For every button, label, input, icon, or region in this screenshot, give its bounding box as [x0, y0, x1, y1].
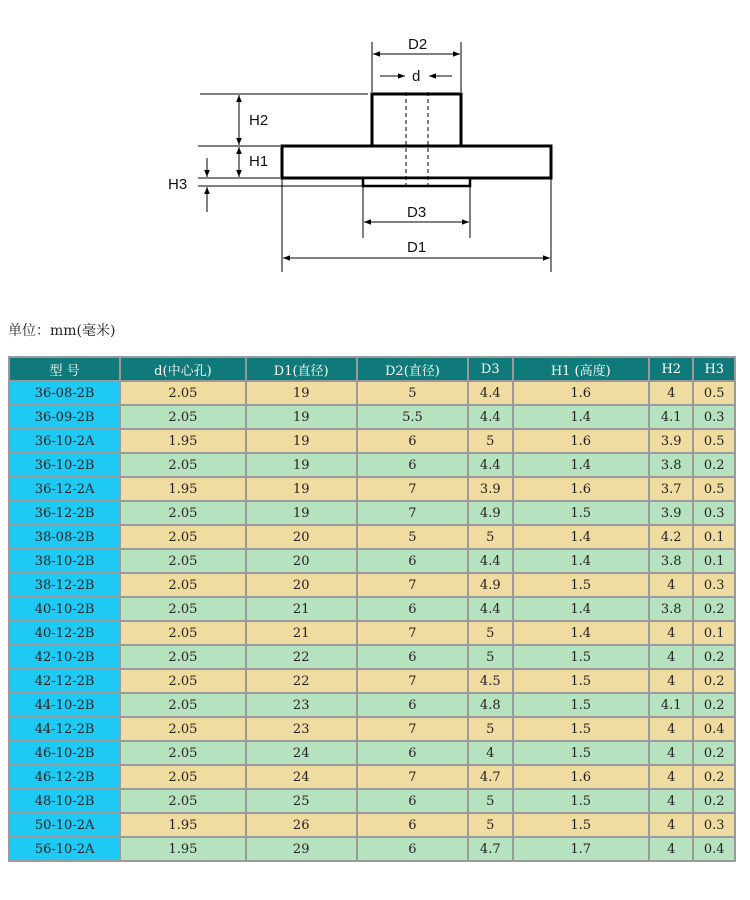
cell-d2: 6: [358, 430, 467, 452]
table-header-row: [10, 358, 734, 380]
cell-h2: 4: [650, 718, 692, 740]
cell-d1: 20: [247, 526, 356, 548]
cell-d1: 20: [247, 574, 356, 596]
cell-h2: 4: [650, 790, 692, 812]
cell-d1: 22: [247, 670, 356, 692]
cell-h3: 0.2: [694, 598, 734, 620]
cell-d1: 19: [247, 430, 356, 452]
cell-d2: 7: [358, 622, 467, 644]
table-row: [10, 646, 734, 668]
cell-model: 42-10-2B: [10, 646, 119, 668]
cell-center-hole: 2.05: [121, 622, 244, 644]
cell-d2: 6: [358, 646, 467, 668]
cell-d1: 19: [247, 406, 356, 428]
cell-d2: 6: [358, 550, 467, 572]
cell-model: 38-12-2B: [10, 574, 119, 596]
cell-d1: 23: [247, 694, 356, 716]
cell-d3: 4.4: [469, 550, 511, 572]
cell-h1: 1.6: [514, 478, 649, 500]
table-row: [10, 478, 734, 500]
cell-model: 36-08-2B: [10, 382, 119, 404]
table-row: [10, 742, 734, 764]
cell-h1: 1.5: [514, 670, 649, 692]
cell-h3: 0.4: [694, 838, 734, 860]
cell-h1: 1.5: [514, 814, 649, 836]
cell-d3: 5: [469, 814, 511, 836]
cell-center-hole: 2.05: [121, 670, 244, 692]
table-row: [10, 550, 734, 572]
label-h2: H2: [249, 112, 269, 129]
cell-h1: 1.5: [514, 742, 649, 764]
header-d3: D3: [469, 358, 511, 380]
cell-h3: 0.2: [694, 790, 734, 812]
header-d1: D1(直径): [247, 358, 356, 380]
cell-d1: 21: [247, 622, 356, 644]
cell-h1: 1.5: [514, 502, 649, 524]
part-boss: [372, 94, 461, 146]
cell-d3: 4.4: [469, 406, 511, 428]
header-h3: H3: [694, 358, 734, 380]
cell-h2: 4: [650, 646, 692, 668]
cell-center-hole: 2.05: [121, 574, 244, 596]
dimension-diagram: [0, 0, 750, 300]
cell-h2: 3.8: [650, 598, 692, 620]
table-row: [10, 694, 734, 716]
cell-model: 40-10-2B: [10, 598, 119, 620]
table-row: [10, 766, 734, 788]
cell-model: 36-09-2B: [10, 406, 119, 428]
table-row: [10, 382, 734, 404]
cell-h1: 1.7: [514, 838, 649, 860]
cell-h2: 4: [650, 382, 692, 404]
cell-model: 36-12-2B: [10, 502, 119, 524]
label-h1: H1: [249, 153, 269, 170]
label-d2: D2: [408, 36, 428, 53]
cell-d2: 7: [358, 574, 467, 596]
cell-h3: 0.3: [694, 502, 734, 524]
table-row: [10, 430, 734, 452]
cell-d2: 7: [358, 718, 467, 740]
cell-d2: 6: [358, 694, 467, 716]
cell-center-hole: 2.05: [121, 694, 244, 716]
cell-d1: 19: [247, 502, 356, 524]
cell-d2: 7: [358, 670, 467, 692]
spec-table: [8, 356, 736, 862]
cell-d3: 4.9: [469, 574, 511, 596]
cell-d1: 19: [247, 478, 356, 500]
cell-center-hole: 1.95: [121, 478, 244, 500]
cell-model: 44-12-2B: [10, 718, 119, 740]
cell-h3: 0.4: [694, 718, 734, 740]
cell-center-hole: 1.95: [121, 838, 244, 860]
table-row: [10, 574, 734, 596]
cell-d3: 4.5: [469, 670, 511, 692]
header-d2: D2(直径): [358, 358, 467, 380]
cell-h1: 1.5: [514, 694, 649, 716]
cell-h2: 4.1: [650, 406, 692, 428]
cell-d2: 7: [358, 766, 467, 788]
table-row: [10, 406, 734, 428]
cell-h2: 3.9: [650, 502, 692, 524]
cell-h3: 0.5: [694, 430, 734, 452]
cell-h1: 1.4: [514, 550, 649, 572]
cell-d3: 4.7: [469, 766, 511, 788]
table-row: [10, 454, 734, 476]
cell-d1: 20: [247, 550, 356, 572]
cell-h2: 3.8: [650, 550, 692, 572]
cell-model: 46-12-2B: [10, 766, 119, 788]
cell-h1: 1.5: [514, 718, 649, 740]
cell-d2: 5: [358, 526, 467, 548]
cell-h3: 0.5: [694, 382, 734, 404]
cell-h1: 1.4: [514, 526, 649, 548]
cell-h1: 1.6: [514, 382, 649, 404]
cell-d2: 6: [358, 790, 467, 812]
cell-d3: 4.8: [469, 694, 511, 716]
cell-center-hole: 2.05: [121, 454, 244, 476]
cell-h3: 0.2: [694, 742, 734, 764]
cell-d3: 5: [469, 430, 511, 452]
cell-d1: 26: [247, 814, 356, 836]
label-h3: H3: [168, 176, 188, 193]
cell-h2: 4.1: [650, 694, 692, 716]
cell-center-hole: 2.05: [121, 718, 244, 740]
cell-h2: 4: [650, 670, 692, 692]
cell-d1: 24: [247, 742, 356, 764]
cell-h2: 4: [650, 742, 692, 764]
part-flange: [282, 146, 551, 178]
cell-center-hole: 2.05: [121, 766, 244, 788]
cell-center-hole: 2.05: [121, 406, 244, 428]
table-row: [10, 598, 734, 620]
cell-model: 44-10-2B: [10, 694, 119, 716]
cell-model: 56-10-2A: [10, 838, 119, 860]
cell-h3: 0.3: [694, 406, 734, 428]
cell-h1: 1.5: [514, 574, 649, 596]
cell-h1: 1.6: [514, 766, 649, 788]
cell-d2: 6: [358, 838, 467, 860]
cell-d1: 29: [247, 838, 356, 860]
cell-h2: 3.9: [650, 430, 692, 452]
table-row: [10, 838, 734, 860]
cell-model: 38-10-2B: [10, 550, 119, 572]
cell-h2: 4: [650, 574, 692, 596]
cell-center-hole: 2.05: [121, 550, 244, 572]
cell-model: 50-10-2A: [10, 814, 119, 836]
cell-h3: 0.1: [694, 550, 734, 572]
cell-h2: 4: [650, 814, 692, 836]
table-row: [10, 622, 734, 644]
header-center-hole: d(中心孔): [121, 358, 244, 380]
cell-h3: 0.2: [694, 694, 734, 716]
cell-d3: 5: [469, 646, 511, 668]
cell-h1: 1.5: [514, 646, 649, 668]
cell-h3: 0.1: [694, 526, 734, 548]
cell-center-hole: 2.05: [121, 382, 244, 404]
label-d3: D3: [407, 204, 427, 221]
cell-d3: 5: [469, 526, 511, 548]
cell-center-hole: 2.05: [121, 742, 244, 764]
header-h2: H2: [650, 358, 692, 380]
cell-center-hole: 1.95: [121, 430, 244, 452]
cell-d3: 4.4: [469, 454, 511, 476]
header-model: 型 号: [10, 358, 119, 380]
cell-d1: 25: [247, 790, 356, 812]
cell-model: 46-10-2B: [10, 742, 119, 764]
cell-d1: 22: [247, 646, 356, 668]
table-row: [10, 526, 734, 548]
table-row: [10, 670, 734, 692]
part-base-step: [363, 178, 470, 186]
cell-model: 40-12-2B: [10, 622, 119, 644]
cell-d3: 5: [469, 790, 511, 812]
cell-d1: 23: [247, 718, 356, 740]
cell-h3: 0.5: [694, 478, 734, 500]
cell-d1: 19: [247, 454, 356, 476]
cell-h3: 0.2: [694, 454, 734, 476]
cell-d2: 5: [358, 382, 467, 404]
cell-center-hole: 1.95: [121, 814, 244, 836]
cell-h2: 4.2: [650, 526, 692, 548]
cell-d2: 6: [358, 742, 467, 764]
cell-h2: 3.8: [650, 454, 692, 476]
cell-d1: 21: [247, 598, 356, 620]
cell-model: 38-08-2B: [10, 526, 119, 548]
cell-d3: 4.4: [469, 382, 511, 404]
cell-h3: 0.1: [694, 622, 734, 644]
cell-h3: 0.2: [694, 766, 734, 788]
cell-h2: 3.7: [650, 478, 692, 500]
cell-h1: 1.4: [514, 406, 649, 428]
cell-center-hole: 2.05: [121, 790, 244, 812]
cell-h3: 0.3: [694, 814, 734, 836]
cell-h1: 1.4: [514, 622, 649, 644]
cell-h1: 1.4: [514, 598, 649, 620]
table-row: [10, 790, 734, 812]
cell-h3: 0.3: [694, 574, 734, 596]
cell-d3: 4.4: [469, 598, 511, 620]
cell-d2: 6: [358, 814, 467, 836]
cell-d2: 7: [358, 502, 467, 524]
cell-h2: 4: [650, 622, 692, 644]
cell-d2: 6: [358, 454, 467, 476]
cell-d2: 5.5: [358, 406, 467, 428]
cell-model: 36-12-2A: [10, 478, 119, 500]
label-d1: D1: [407, 239, 427, 256]
unit-note: 单位：mm(毫米): [8, 323, 116, 339]
cell-d1: 19: [247, 382, 356, 404]
cell-d3: 4.7: [469, 838, 511, 860]
cell-d3: 3.9: [469, 478, 511, 500]
cell-center-hole: 2.05: [121, 646, 244, 668]
cell-d1: 24: [247, 766, 356, 788]
table-body: [10, 382, 734, 860]
table-row: [10, 814, 734, 836]
table-row: [10, 718, 734, 740]
cell-h2: 4: [650, 766, 692, 788]
cell-h3: 0.2: [694, 670, 734, 692]
cell-d3: 5: [469, 622, 511, 644]
cell-model: 36-10-2B: [10, 454, 119, 476]
table-row: [10, 502, 734, 524]
cell-model: 36-10-2A: [10, 430, 119, 452]
cell-h1: 1.6: [514, 430, 649, 452]
cell-h3: 0.2: [694, 646, 734, 668]
cell-h1: 1.4: [514, 454, 649, 476]
cell-center-hole: 2.05: [121, 502, 244, 524]
cell-center-hole: 2.05: [121, 526, 244, 548]
header-h1: H1 (高度): [514, 358, 649, 380]
cell-d3: 5: [469, 718, 511, 740]
cell-model: 48-10-2B: [10, 790, 119, 812]
cell-d3: 4: [469, 742, 511, 764]
cell-d2: 7: [358, 478, 467, 500]
cell-h2: 4: [650, 838, 692, 860]
cell-center-hole: 2.05: [121, 598, 244, 620]
cell-d2: 6: [358, 598, 467, 620]
cell-model: 42-12-2B: [10, 670, 119, 692]
cell-d3: 4.9: [469, 502, 511, 524]
label-d: d: [412, 68, 421, 85]
cell-h1: 1.5: [514, 790, 649, 812]
